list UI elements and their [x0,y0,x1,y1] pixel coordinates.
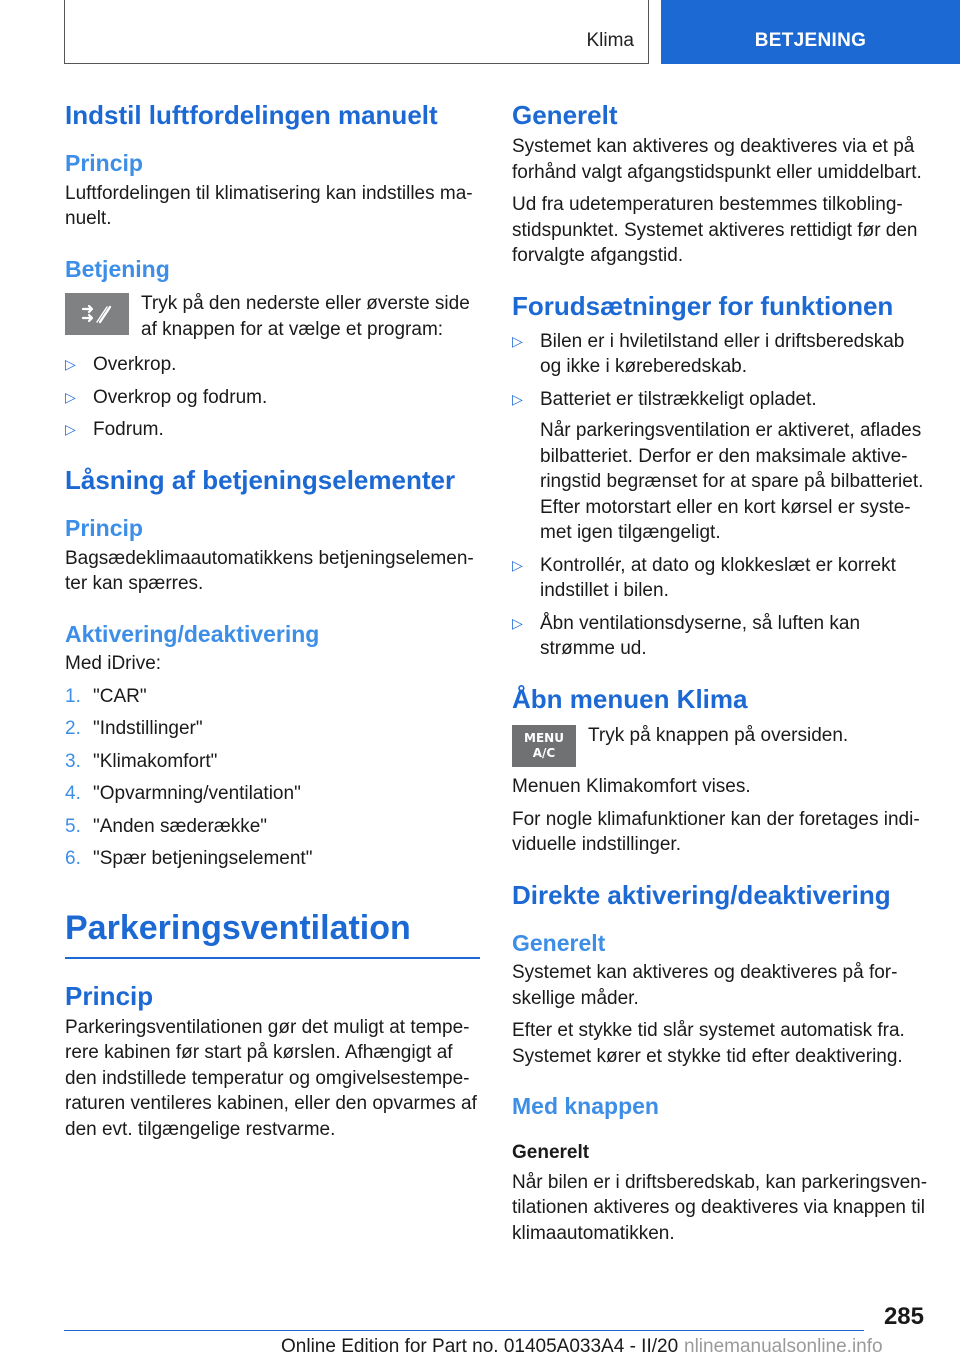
section-divider [65,957,480,959]
idrive-steps [65,684,480,872]
list-item: ▷ Bilen er i hviletilstand eller i driftsberedskab og ikke i køreberedskab. [512,330,905,378]
header-chapter-tab [661,0,960,64]
triangle-bullet-icon: ▷ [512,614,523,631]
paragraph-idrive: Med iDrive: [65,653,162,675]
paragraph-direkte-2: Efter et stykke tid slår systemet automatisk fra. Systemet kører et stykke tid efter deaktivering. [512,1020,905,1067]
page-number: 285 [883,1303,924,1330]
list-item: ▷ Batteriet er tilstrækkeligt opladet. Når parkeringsventilation er aktiveret, aflades bilbatteriet. Derfor er den maksimale aktive‐ringstid begrænset for at spare på bilbatteriet. Efter motorstart eller en kort kørsel er syste‐met igen tilgængeligt. [512,387,930,546]
heading-parkeringsventilation: Parkeringsventilation [65,908,411,947]
left-column [65,100,480,1142]
list-item: 6. "Spær betjeningselement" [65,848,313,870]
triangle-bullet-icon: ▷ [512,556,523,573]
list-item: 1. "CAR" [65,685,147,707]
subheading-generelt-bold: Generelt [512,1141,590,1163]
right-column [512,100,930,1246]
header-section-label: Klima [586,30,634,51]
heading-generelt: Generelt [512,100,618,130]
ac-icon-label: A/C [532,746,556,761]
list-item: 5. "Anden sæderække" [65,815,268,837]
paragraph-betjening: Tryk på den nederste eller øverste side af knappen for at vælge et program: [141,293,470,340]
forudsaetninger-list [512,329,930,662]
menu-ac-button-icon [512,725,576,767]
subheading-betjening: Betjening [65,255,170,282]
list-item: ▷ Kontrollér, at dato og klokkeslæt er korrekt indstillet i bilen. [512,554,896,602]
menu-row [512,723,930,767]
paragraph-generelt-2: Ud fra udetemperaturen bestemmes tilkobling‐stidspunktet. Systemet aktiveres rettidigt før den forvalgte afgangstid. [512,194,918,267]
subheading-med-knappen: Med knappen [512,1093,659,1120]
triangle-bullet-icon: ▷ [65,356,76,373]
triangle-bullet-icon: ▷ [65,421,76,438]
list-item: ▷ Fodrum. [65,417,480,443]
triangle-bullet-icon: ▷ [65,388,76,405]
menu-icon-label: MENU [524,731,564,746]
triangle-bullet-icon: ▷ [512,332,523,349]
footer-divider [64,1330,864,1331]
paragraph-klimafunktioner: For nogle klimafunktioner kan der foretages indi‐viduelle indstillinger. [512,808,920,856]
list-item: 3. "Klimakomfort" [65,750,218,772]
heading-princip: Princip [65,980,154,1011]
subheading-princip: Princip [65,150,143,177]
paragraph-princip-luftfordeling: Luftfordelingen til klimatisering kan indstilles ma‐nuelt. [65,182,473,230]
triangle-bullet-icon: ▷ [512,390,523,407]
list-item: 4. "Opvarmning/ventilation" [65,783,301,805]
heading-laasning: Låsning af betjeningselementer [65,464,456,495]
paragraph-med-knappen: Når bilen er i driftsberedskab, kan parkeringsven‐tilationen aktiveres og deaktiveres via knappen til klimaautomatikken. [512,1171,928,1244]
paragraph-battery-note: Når parkeringsventilation er aktiveret, aflades bilbatteriet. Derfor er den maksimale aktive‐ringstid begrænset for at spare på bilbatteriet. Efter motorstart eller en kort kørsel er syste‐met igen tilgængeligt. [540,420,924,544]
header-section-tab [64,0,649,64]
subheading-aktivering: Aktivering/deaktivering [65,620,320,647]
heading-direkte-aktivering: Direkte aktivering/deaktivering [512,879,891,910]
heading-indstil-luftfordeling: Indstil luftfordelingen manuelt [65,100,438,130]
subheading-generelt: Generelt [512,929,606,956]
list-item: ▷ Åbn ventilationsdyserne, så luften kan strømme ud. [512,612,861,660]
footer-watermark: nlinemanualsonline.info [684,1336,883,1357]
heading-aabn-menuen: Åbn menuen Klima [512,683,748,714]
list-item: ▷ Overkrop og fodrum. [65,385,480,411]
program-list [65,352,480,443]
paragraph-tryk-knappen: Tryk på knappen på oversiden. [588,725,849,747]
header-chapter-label: BETJENING [754,30,867,51]
subheading-princip: Princip [65,515,143,542]
paragraph-princip-parkering: Parkeringsventilationen gør det muligt at tempe‐rere kabinen før start på kørslen. Afhængigt af den indstillede temperatur og omgivelsestempe‐raturen ventileres kabinen, eller den opvarmes af den evt. tilgængelige restvarme. [65,1016,477,1140]
heading-forudsaetninger: Forudsætninger for funktionen [512,290,894,321]
list-item: ▷ Overkrop. [65,352,480,378]
footer-edition: Online Edition for Part no. 01405A033A4 - II/20 [281,1336,679,1357]
betjening-row [65,291,480,342]
air-distribution-button-icon [65,293,129,335]
paragraph-generelt-1: Systemet kan aktiveres og deaktiveres via et på forhånd valgt afgangstidspunkt eller umiddelbart. [512,136,922,183]
list-item: 2. "Indstillinger" [65,718,203,740]
paragraph-menu-vises: Menuen Klimakomfort vises. [512,776,751,798]
paragraph-direkte-1: Systemet kan aktiveres og deaktiveres på for‐skellige måder. [512,962,898,1009]
paragraph-princip-laasning: Bagsædeklimaautomatikkens betjeningselemen‐ter kan spærres. [65,547,474,595]
